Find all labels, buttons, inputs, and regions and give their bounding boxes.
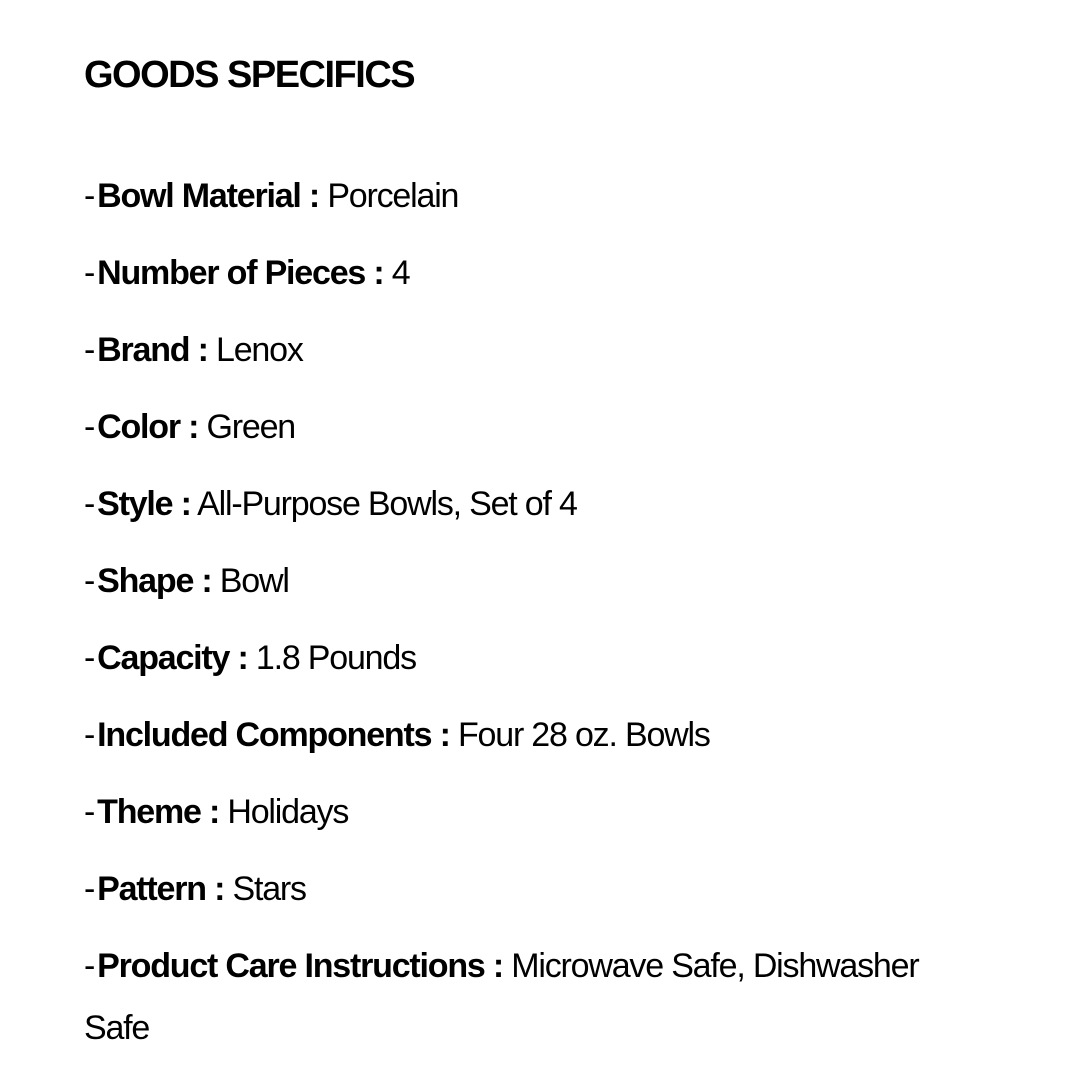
spec-item-pattern: [84, 867, 964, 911]
spec-dash: -: [84, 947, 95, 985]
spec-item-number-of-pieces: [84, 251, 964, 295]
spec-item-color: [84, 405, 964, 449]
spec-label: Included Components :: [97, 716, 450, 754]
spec-item-capacity: [84, 636, 964, 680]
spec-dash: -: [84, 639, 95, 677]
spec-value: Microwave Safe, Dishwasher Safe: [84, 947, 919, 1047]
spec-item-brand: [84, 328, 964, 372]
spec-dash: -: [84, 177, 95, 215]
spec-item-included-components: [84, 713, 964, 757]
spec-label: Color :: [97, 408, 199, 446]
spec-label: Pattern :: [97, 870, 225, 908]
spec-value: Porcelain: [327, 177, 459, 215]
spec-item-product-care-instructions: [84, 935, 964, 1059]
spec-item-bowl-material: [84, 174, 964, 218]
spec-value: 1.8 Pounds: [255, 639, 416, 677]
spec-value: Green: [206, 408, 296, 446]
spec-dash: -: [84, 870, 95, 908]
spec-label: Theme :: [97, 793, 220, 831]
spec-label: Capacity :: [97, 639, 248, 677]
spec-label: Style :: [97, 485, 191, 523]
spec-value: Four 28 oz. Bowls: [457, 716, 710, 754]
spec-dash: -: [84, 562, 95, 600]
spec-dash: -: [84, 408, 95, 446]
spec-value: Bowl: [219, 562, 289, 600]
spec-dash: -: [84, 793, 95, 831]
spec-label: Bowl Material :: [97, 177, 320, 215]
spec-label: Number of Pieces :: [97, 254, 384, 292]
spec-list: [84, 174, 964, 1092]
section-title: GOODS SPECIFICS: [84, 54, 415, 96]
spec-item-theme: [84, 790, 964, 834]
spec-label: Product Care Instructions :: [97, 947, 504, 985]
spec-dash: -: [84, 716, 95, 754]
spec-value: 4: [391, 254, 410, 292]
spec-item-style: [84, 482, 964, 526]
spec-label: Shape :: [97, 562, 212, 600]
spec-value: Holidays: [227, 793, 349, 831]
spec-item-shape: [84, 559, 964, 603]
spec-value: Lenox: [215, 331, 303, 369]
spec-value: Stars: [232, 870, 306, 908]
spec-label: Brand :: [97, 331, 208, 369]
spec-dash: -: [84, 331, 95, 369]
spec-dash: -: [84, 485, 95, 523]
spec-value: All-Purpose Bowls, Set of 4: [197, 485, 577, 523]
spec-dash: -: [84, 254, 95, 292]
